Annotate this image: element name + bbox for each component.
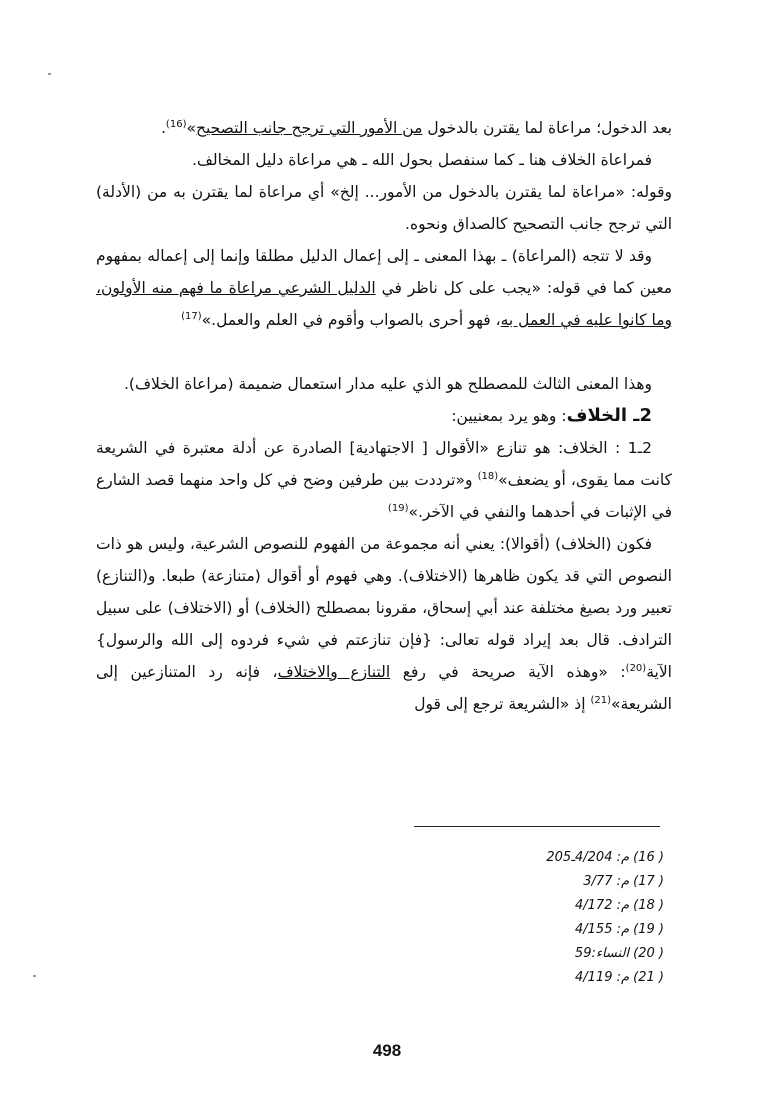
underlined-quote: الدليل الشرعي مراعاة ما فهم منه الأولون، وما كانوا عليه في العمل به	[96, 279, 672, 329]
footnote-20: ( 20) النساء:59	[574, 946, 664, 961]
scan-speck	[33, 975, 36, 977]
paragraph-3: وقوله: «مراعاة لما يقترن بالدخول من الأمور... إلخ» أي مراعاة لما يقترن به من (الأدلة) التي ترجح جانب التصحيح كالصداق ونحوه.	[96, 183, 672, 233]
page-number: 498	[372, 1041, 402, 1060]
footnote-16: ( 16) م: 4/204ـ205	[546, 850, 664, 865]
footnote-ref-16: (16)	[165, 118, 187, 130]
footnote-17: ( 17) م: 3/77	[583, 874, 664, 889]
paragraph-5: وهذا المعنى الثالث للمصطلح هو الذي عليه مدار استعمال ضميمة (مراعاة الخلاف).	[123, 375, 652, 393]
footnote-ref-18: (18)	[477, 470, 499, 482]
footnotes	[444, 846, 664, 990]
underlined-quote: من الأمور التي ترجح جانب التصحيح	[195, 119, 423, 137]
paragraph-4: وقد لا تتجه (المراعاة) ـ بهذا المعنى ـ إلى إعمال الدليل مطلقا وإنما إلى إعماله بمفهوم معين كما في قوله: «يجب على كل ناظر في الدليل الشرعي مراعاة ما فهم منه الأولون، وما كانوا عليه في العمل به، فهو أحرى بالصواب وأقوم في العلم والعمل.»$^{(17)}$	[96, 247, 672, 329]
underlined-phrase: التنازع والاختلاف	[277, 663, 391, 681]
footnote-divider	[414, 826, 660, 827]
paragraph-7: 2ـ1 : الخلاف: هو تنازع «الأقوال [ الاجتهادية] الصادرة عن أدلة معتبرة في الشريعة كانت مما يقوى، أو يضعف»$^{(18)}$ و«ترددت بين طرفين وضح في كل واحد منهما قصد الشارع في الإثبات في أحدهما والنفي في الآخر.»$^{(19)}$	[96, 439, 672, 521]
scan-speck	[48, 73, 51, 75]
paragraph-8: فكون (الخلاف) (أقوالا): يعني أنه مجموعة من الفهوم للنصوص الشرعية، وليس هو ذات النصوص التي قد يكون ظاهرها (الاختلاف). وهي فهوم أو أقوال (متنازعة) طبعا. و(التنازع) تعبير ورد بصيغ مختلفة عند أبي إسحاق، مقرونا بمصطلح (الخلاف) أو (الاختلاف) على سبيل الترادف. قال بعد إيراد قوله تعالى: {فإن تنازعتم في شيء فردوه إلى الله والرسول} الآية$^{(20)}$: «وهذه الآية صريحة في رفع التنازع والاختلاف، فإنه رد المتنازعين إلى الشريعة»$^{(21)}$ إذ «الشريعة ترجع إلى قول	[96, 535, 672, 713]
section-heading: 2ـ الخلاف: وهو يرد بمعنيين:	[451, 405, 652, 426]
paragraph-2: فمراعاة الخلاف هنا ـ كما سنفصل بحول الله ـ هي مراعاة دليل المخالف.	[191, 151, 652, 169]
footnote-ref-20: (20)	[625, 662, 647, 674]
paragraph-gap	[96, 336, 672, 368]
heading-term: 2ـ الخلاف	[566, 405, 652, 426]
footnote-ref-17: (17)	[181, 310, 202, 322]
footnote-18: ( 18) م: 4/172	[575, 898, 664, 913]
footnote-ref-21: (21)	[590, 694, 611, 706]
footnote-ref-19: (19)	[387, 502, 409, 514]
footnote-19: ( 19) م: 4/155	[575, 922, 664, 937]
main-text	[96, 112, 672, 720]
footnote-21: ( 21) م: 4/119	[575, 970, 664, 985]
paragraph-1: بعد الدخول؛ مراعاة لما يقترن بالدخول من الأمور التي ترجح جانب التصحيح»$^{(16)}$.	[160, 118, 672, 137]
